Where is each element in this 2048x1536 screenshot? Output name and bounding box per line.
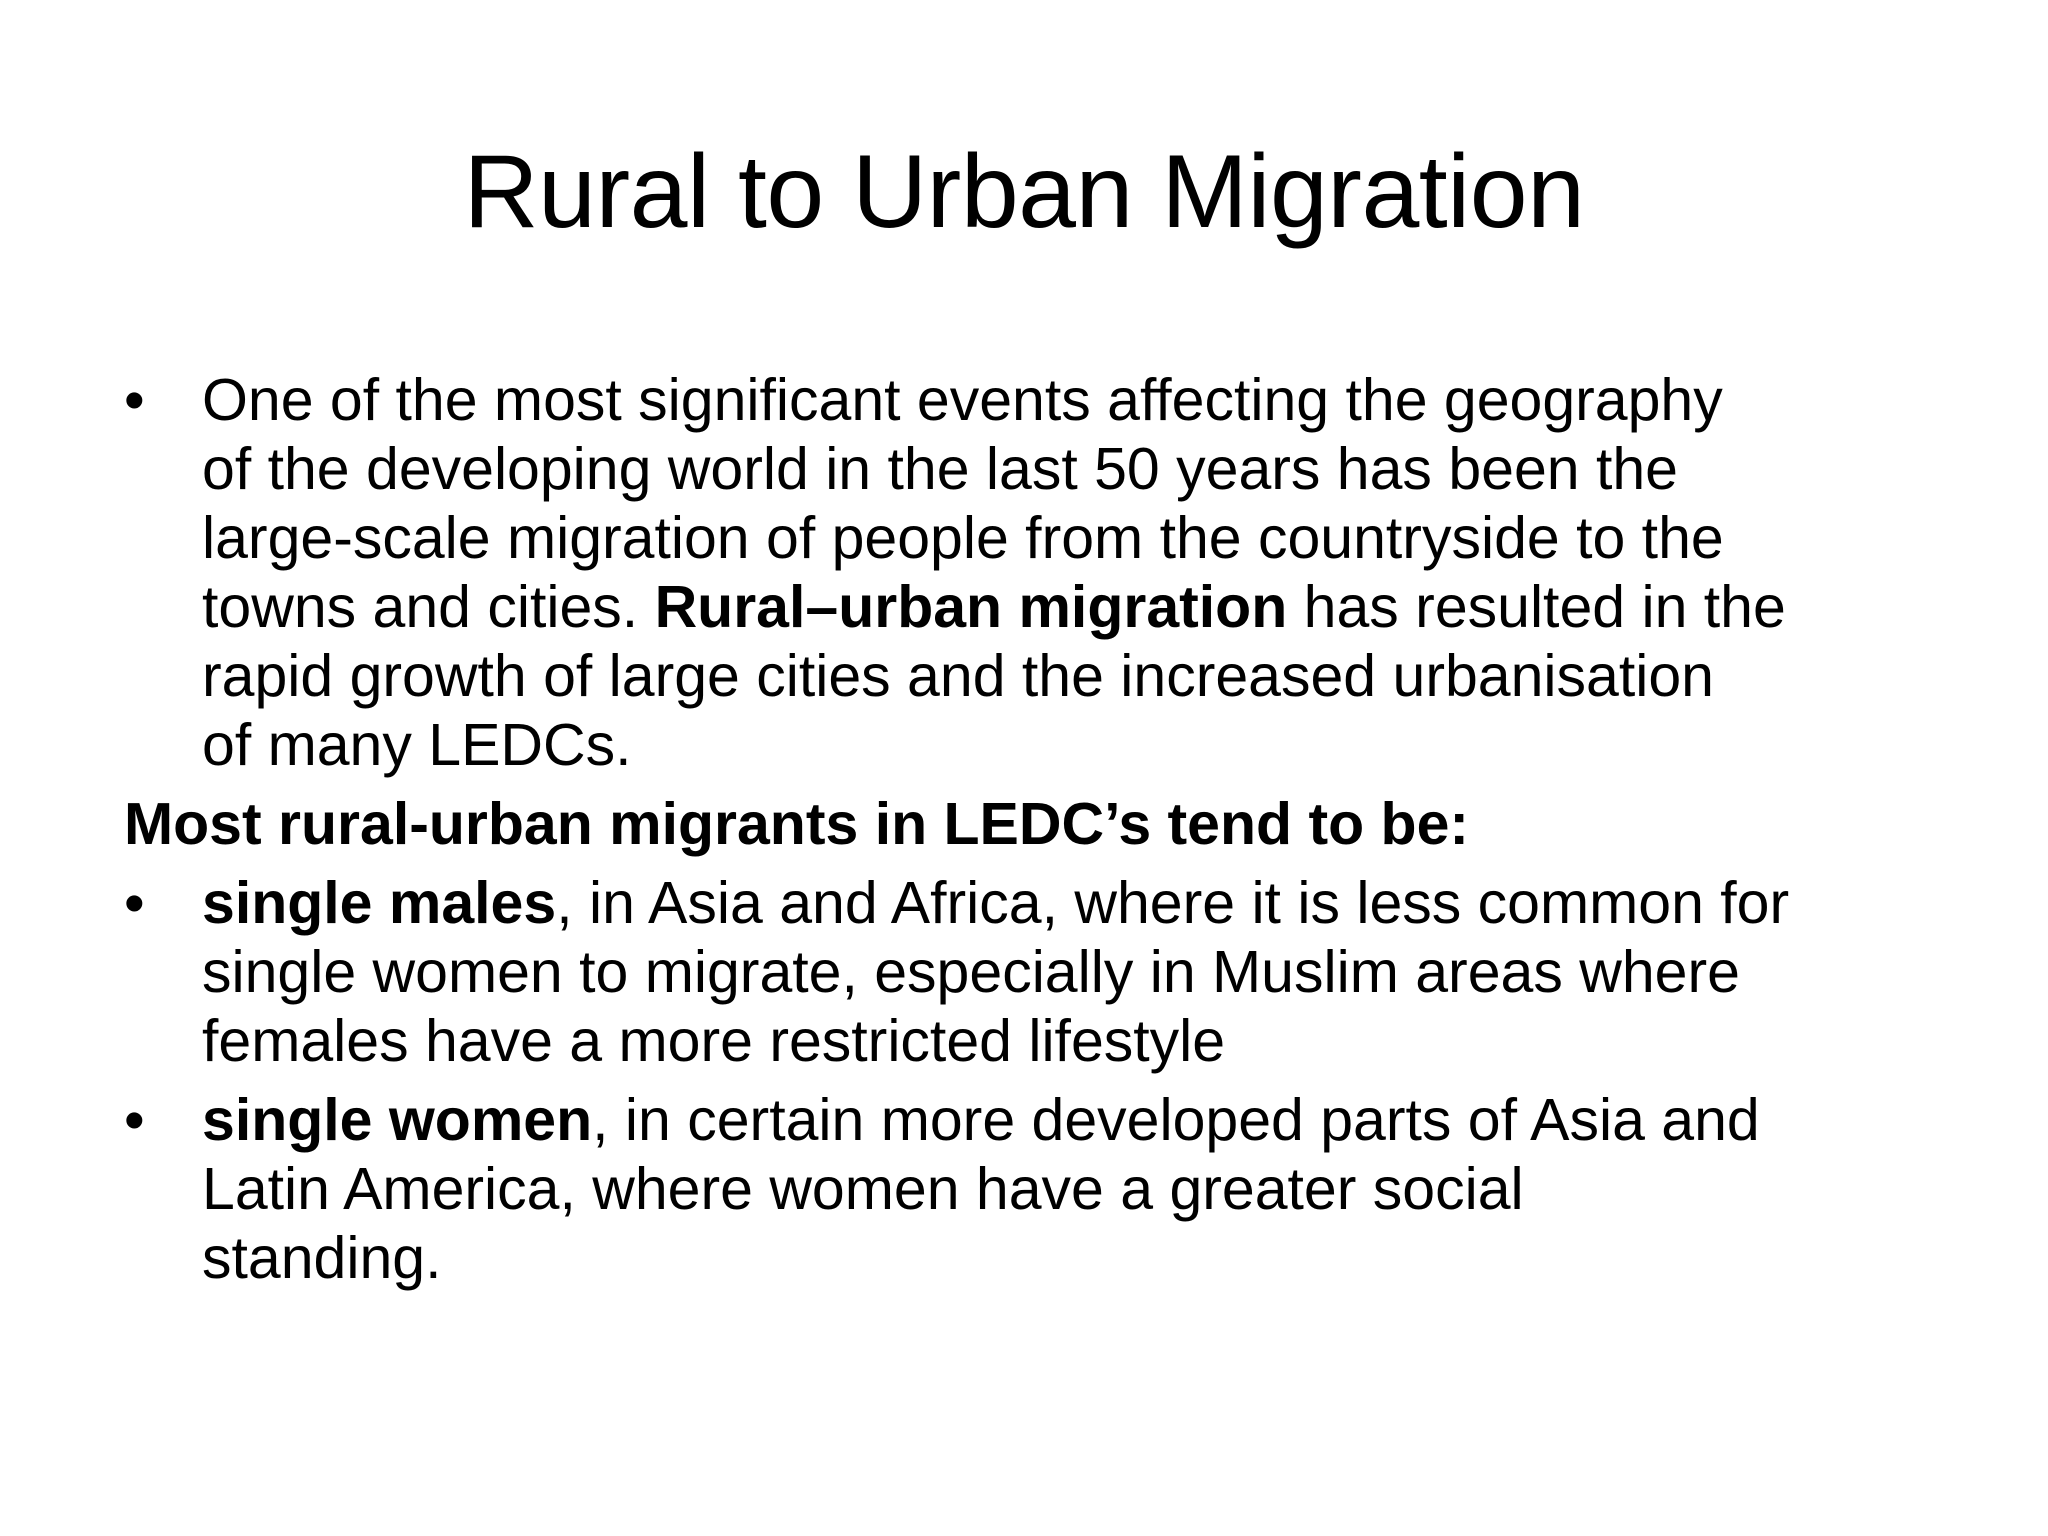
text-run: towns and cities. (202, 574, 655, 640)
bullet-item-single-women (124, 1086, 1954, 1293)
bold-term: single males (202, 870, 557, 936)
text-line: One of the most significant events affecting the geography (202, 367, 1723, 433)
bullet-icon: • (124, 367, 145, 433)
bold-term: Rural–urban migration (654, 574, 1288, 640)
subheading: Most rural-urban migrants in LEDC’s tend to be: (124, 791, 1470, 857)
bullet-item-single-males (124, 869, 1954, 1076)
text-line: standing. (202, 1225, 442, 1291)
slide-body (124, 366, 1954, 1293)
bullet-item-rural-urban (124, 366, 1954, 780)
text-run: , in Asia and Africa, where it is less common for (556, 870, 1790, 936)
bullet-icon: • (124, 1087, 145, 1153)
bullet-icon: • (124, 870, 145, 936)
text-line (202, 573, 1954, 642)
text-run: , in certain more developed parts of Asia and (592, 1087, 1760, 1153)
text-line: females have a more restricted lifestyle (202, 1008, 1226, 1074)
slide-title: Rural to Urban Migration (463, 134, 1585, 250)
text-line (202, 1086, 1954, 1155)
text-line: of many LEDCs. (202, 712, 632, 778)
text-line: rapid growth of large cities and the increased urbanisation (202, 643, 1714, 709)
text-line: large-scale migration of people from the countryside to the (202, 505, 1724, 571)
text-line: single women to migrate, especially in Muslim areas where (202, 939, 1740, 1005)
text-line (202, 869, 1954, 938)
text-line: Latin America, where women have a greater social (202, 1156, 1524, 1222)
bold-term: single women (202, 1087, 593, 1153)
text-run: has resulted in the (1287, 574, 1786, 640)
text-line: of the developing world in the last 50 years has been the (202, 436, 1678, 502)
